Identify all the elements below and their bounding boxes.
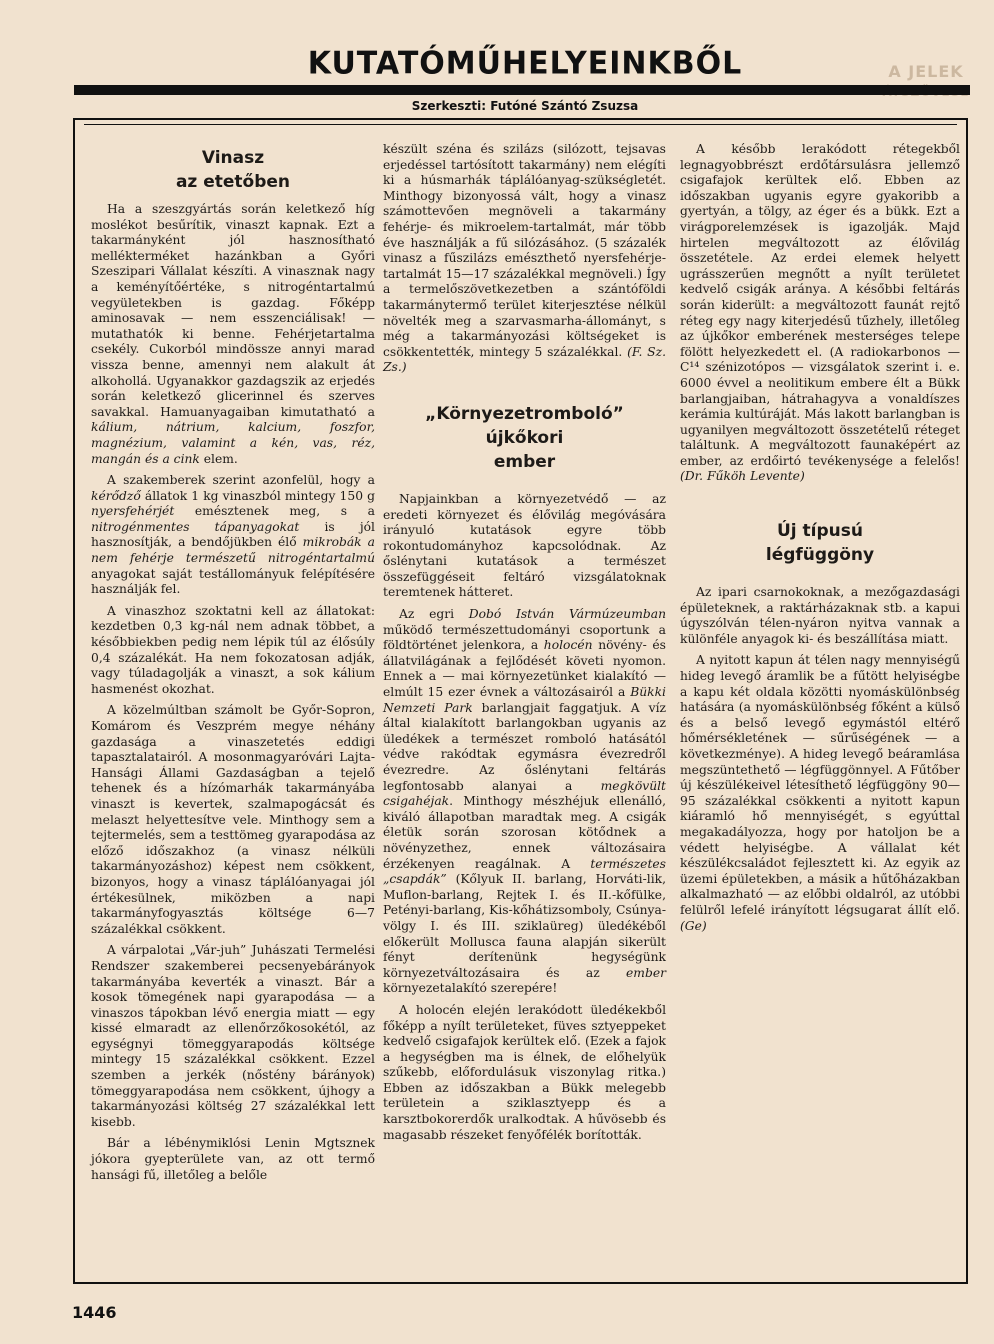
- text-run: állatok 1 kg vinaszból mintegy 150 g: [140, 488, 375, 503]
- title-line: ember: [493, 451, 556, 472]
- text-run: működő természettudományi csoportunk a földtörténet jelenkora, a: [383, 622, 666, 653]
- paragraph: Napjainkban a környezetvédő — az eredeti környezet és élővilág megóvására irányuló kutatások egyre több rokontudományhoz kapcsolódnak. Az őslénytani kutatások a természet összefüggéseit feltáró vizsgálatoknak teremtenek hátteret.: [383, 491, 666, 600]
- text-run: is jól hasznosítják, a bendőjükben élő: [91, 519, 375, 550]
- title-line: légfüggöny: [765, 545, 875, 566]
- title-line: Új típusú: [777, 521, 863, 542]
- paragraph: [383, 607, 666, 997]
- emphasis: nitrogénmentes tápanyagokat: [91, 519, 300, 534]
- text-run: elem.: [199, 451, 238, 466]
- paragraph: [383, 142, 666, 376]
- page-number: 1446: [72, 1303, 117, 1322]
- header-rule: [74, 85, 970, 95]
- paragraph: Bár a lébénymiklósi Lenin Mgtsznek jókora gyepterülete van, az ott termő hansági fű, illetőleg a belőle: [91, 1136, 375, 1182]
- column-2: [383, 142, 666, 1149]
- author-signature: (F. Sz. Zs.): [383, 344, 666, 375]
- text-run: . Minthogy mészhéjuk ellenálló, kiváló állapotban maradtak meg. A csigák életük során szorosan kötődnek a növényzethez, ennek változásaira érzékenyen reagálnak. A: [383, 794, 666, 871]
- text-run: anyagokat saját testállományuk felépítésére használják fel.: [91, 566, 375, 597]
- text-run: Az egri: [399, 607, 469, 622]
- emphasis: holocén: [543, 638, 593, 653]
- paragraph: [91, 473, 375, 598]
- emphasis: ember: [626, 965, 666, 980]
- title-line: Vinasz: [201, 148, 265, 168]
- text-run: (Kőlyuk II. barlang, Horváti-lik, Muflon-barlang, Rejtek I. és II.-kőfülke, Petényi-barlang, Kis-kőhátizsomboly, Csúnya-völgy I. és III. sziklaüreg) üledékéből előkerült Mollusca fauna alapján sikerült fényt derítenünk hegységünk környezetváltozásaira és az: [383, 872, 666, 980]
- emphasis: mikrobák a nem fehérje természetű nitrogéntartalmú: [91, 535, 375, 566]
- emphasis: kérődző: [91, 488, 141, 503]
- paragraph: A vinaszhoz szoktatni kell az állatokat: kezdetben 0,3 kg-nál nem adnak többet, a későbbiekben pedig nem lépik túl az élősúly 0,4 százalékát. Ha nem fokozatosan adják, vagy túladagolják a vinaszt, a sok kálium hasmenést okozhat.: [91, 603, 375, 696]
- bleed-through-line: A JELEK: [888, 62, 964, 81]
- text-run: emésztenek meg, s a: [174, 504, 375, 519]
- editor-credit: Szerkeszti: Futóné Szántó Zsuzsa: [411, 99, 639, 113]
- emphasis: természetes „csapdák”: [383, 856, 666, 887]
- paragraph: [680, 653, 960, 934]
- emphasis: nyersfehérjét: [91, 504, 175, 519]
- text-run: barlangjait faggatjuk. A víz által kialakított barlangokban ugyanis az üledékek a természet romboló hatásától védve rakódtak egymásra évezredről évezredre. Az őslénytani feltárás legfontosabb alanyai a: [383, 700, 666, 793]
- paragraph: [91, 202, 375, 467]
- emphasis: Dobó István Vármúzeumban: [468, 607, 666, 622]
- author-signature: (Dr. Fűköh Levente): [680, 469, 805, 484]
- article-title-kornyezetrombolo: [383, 402, 666, 474]
- text-run: növény- és állatvilágának a fejlődését követi nyomon. Ennek a — mai környezetünket kialakító — elmúlt 15 ezer évnek a változásairól a: [383, 638, 666, 700]
- emphasis: Bükki Nemzeti Park: [383, 685, 666, 715]
- frame-inner-rule: [84, 124, 957, 125]
- title-line: az etetőben: [175, 172, 291, 192]
- author-signature: (Ge): [680, 918, 707, 933]
- text-run: A később lerakódott rétegekből legnagyobbrészt erdőtársulásra jellemző csigafajok kerültek elő. Ebben az időszakban ugyanis egyre gyakoribb a gyertyán, a tölgy, az éger és a bükk. Ezt a virágporelemzések is igazolják. Majd hirtelen megváltozott az élővilág összetétele. Az erdei elemek helyett ugrásszerűen megnőtt a nyílt területet kedvelő csigák aránya. A későbbi feltárás során kiderült: a megváltozott faunát rejtő réteg egy nagy kiterjedésű tűzhely, illetőleg az újkőkor emberének mesterséges telepe fölött helyezkedett el. (A radiokarbonos — C¹⁴ szénizotópos — vizsgálatok szerint i. e. 6000 évvel a neolitikum embere élt a Bükk barlangjaiban, hátrahagyva a vonaldíszes kerámia kultúráját. Más lakott barlangban is ugyanilyen megváltozott összetételű réteget találtunk. A megváltozott faunaképért az ember, az erdőirtó tevékenysége a felelős!: [680, 142, 960, 468]
- article-frame: [73, 118, 968, 1284]
- section-title: KUTATÓMŰHELYEINKBŐL: [307, 45, 743, 82]
- emphasis: kálium, nátrium, kalcium, foszfor, magnézium, valamint a kén, vas, réz, mangán és a cink: [91, 420, 375, 466]
- paragraph: A holocén elején lerakódott üledékekből főképp a nyílt területeket, füves sztyeppeket kedvelő csigafajok kerültek elő. (Ezek a fajok a hegységben ma is élnek, de előhelyük szűkebb, előfordulásuk viszonylag ritka.) Ebben az időszakban a Bükk melegebb területein a sziklasztyepp és a karsztbokorerdők uralkodtak. A hűvösebb és magasabb részeket fenyőfélék borították.: [383, 1002, 666, 1142]
- paragraph: [680, 142, 960, 485]
- text-run: A nyitott kapun át télen nagy mennyiségű hideg levegő áramlik be a fűtött helyiségbe a kapu két oldala közötti nyomáskülönbség hatására (a nyomáskülönbség főként a külső és a belső levegő egymástól eltérő hőmérsékletének — sűrűségének — a következménye). A hideg levegő beáramlása megszüntethető — légfüggönnyel. A Fűtőber új készülékeivel létesíthető légfüggöny 90—95 százalékkal csökkenti a nyitott kapun kiáramló hő mennyiségét, s egyúttal megakadályozza, hogy por hatoljon be a védett helyiségbe. A vállalat két készülékcsaládot fejlesztett ki. Az egyik az üzemi épületekben, a másik a hűtőházakban alkalmazható — az előbbi oldalról, az utóbbi felülről lefelé irányított légsugarat állít elő.: [680, 653, 960, 917]
- column-1: [91, 140, 375, 1189]
- column-3: [680, 142, 960, 940]
- paragraph: Az ipari csarnokoknak, a mezőgazdasági épületeknek, a raktárházaknak stb. a kapui úgyszólván télen-nyáron nyitva vannak a különféle anyagok ki- és beszállítása miatt.: [680, 585, 960, 646]
- title-line: újkőkori: [485, 427, 564, 448]
- title-line: „Környezetromboló”: [425, 403, 624, 424]
- text-run: környezetalakító szerepére!: [383, 981, 558, 996]
- text-run: készült széna és szilázs (silózott, tejsavas erjedéssel tartósított takarmány) nem elégíti ki a húsmarhák táplálóanyag-szükségletét. Minthogy bizonyossá vált, hogy a vinasz számottevően megnöveli a takarmány fehérje- és mikroelem-tartalmát, már több éve használják a fű silózásához. (5 százalék vinasz a fűszilázs emészthető nyersfehérje-tartalmát 15—17 százalékkal megnöveli.) Így a termelőszövetkezetben a szántóföldi takarmánytermő terület kiterjesztése nélkül növelték meg a szarvasmarha-állományt, s még a takarmányozási költségeket is csökkentették, mintegy 5 százalékkal.: [383, 142, 666, 359]
- paragraph: A közelmúltban számolt be Győr-Sopron, Komárom és Veszprém megye néhány gazdasága a vinaszetetés eddigi tapasztalatairól. A mosonmagyaróvári Lajta-Hansági Állami Gazdaságban a tejelő tehenek és a hízómarhák takarmányába vinaszt is kevertek, szalmapogácsát és melaszt helyettesítve vele. Minthogy sem a tejtermelés, sem a testtömeg gyarapodása az előző időszakhoz (a vinasz nélküli takarmányozáshoz) képest nem csökkent, bizonyos, hogy a vinasz táplálóanyagai jól értékesülnek, miközben a napi takarmányfogyasztás költsége 6—7 százalékkal csökkent.: [91, 703, 375, 936]
- article-title-legfuggony: [680, 519, 960, 567]
- paragraph: A várpalotai „Vár-juh” Juhászati Termelési Rendszer szakemberei pecsenyebárányok takarmányába keverték a vinaszt. Bár a kosok tömegének napi gyarapodása — a vinaszos tápokban lévő energia miatt — egy kissé elmaradt az ellenőrzőkosokétól, az egységnyi tömeggyarapodás költsége mintegy 15 százalékkal csökkent. Ezzel szemben a jerkék (nőstény bárányok) tömeggyarapodása nem csökkent, újhogy a takarmányozási költség 27 százalékkal lett kisebb.: [91, 943, 375, 1129]
- text-run: Ha a szeszgyártás során keletkező híg moslékot besűrítik, vinaszt kapnak. Ezt a takarmányként jól hasznosítható mellékterméket hazánkban a Győri Szeszipari Vállalat készíti. A vinasznak nagy a keményítőértéke, s nitrogéntartalmú vegyületekben is gazdag. Főképp aminosavak — nem esszenciálisak! — mutathatók ki benne. Fehérjetartalma csekély. Cukorból mindössze annyi marad vissza benne, amennyi nem alakult át alkohollá. Ugyanakkor gazdagszik az erjedés során keletkező glicerinnel és szerves savakkal. Hamuanyagaiban kimutatható a: [91, 202, 375, 419]
- text-run: A szakemberek szerint azonfelül, hogy a: [107, 473, 375, 488]
- article-title-vinasz: [91, 146, 375, 194]
- emphasis: megkövült csigahéjak: [383, 778, 666, 809]
